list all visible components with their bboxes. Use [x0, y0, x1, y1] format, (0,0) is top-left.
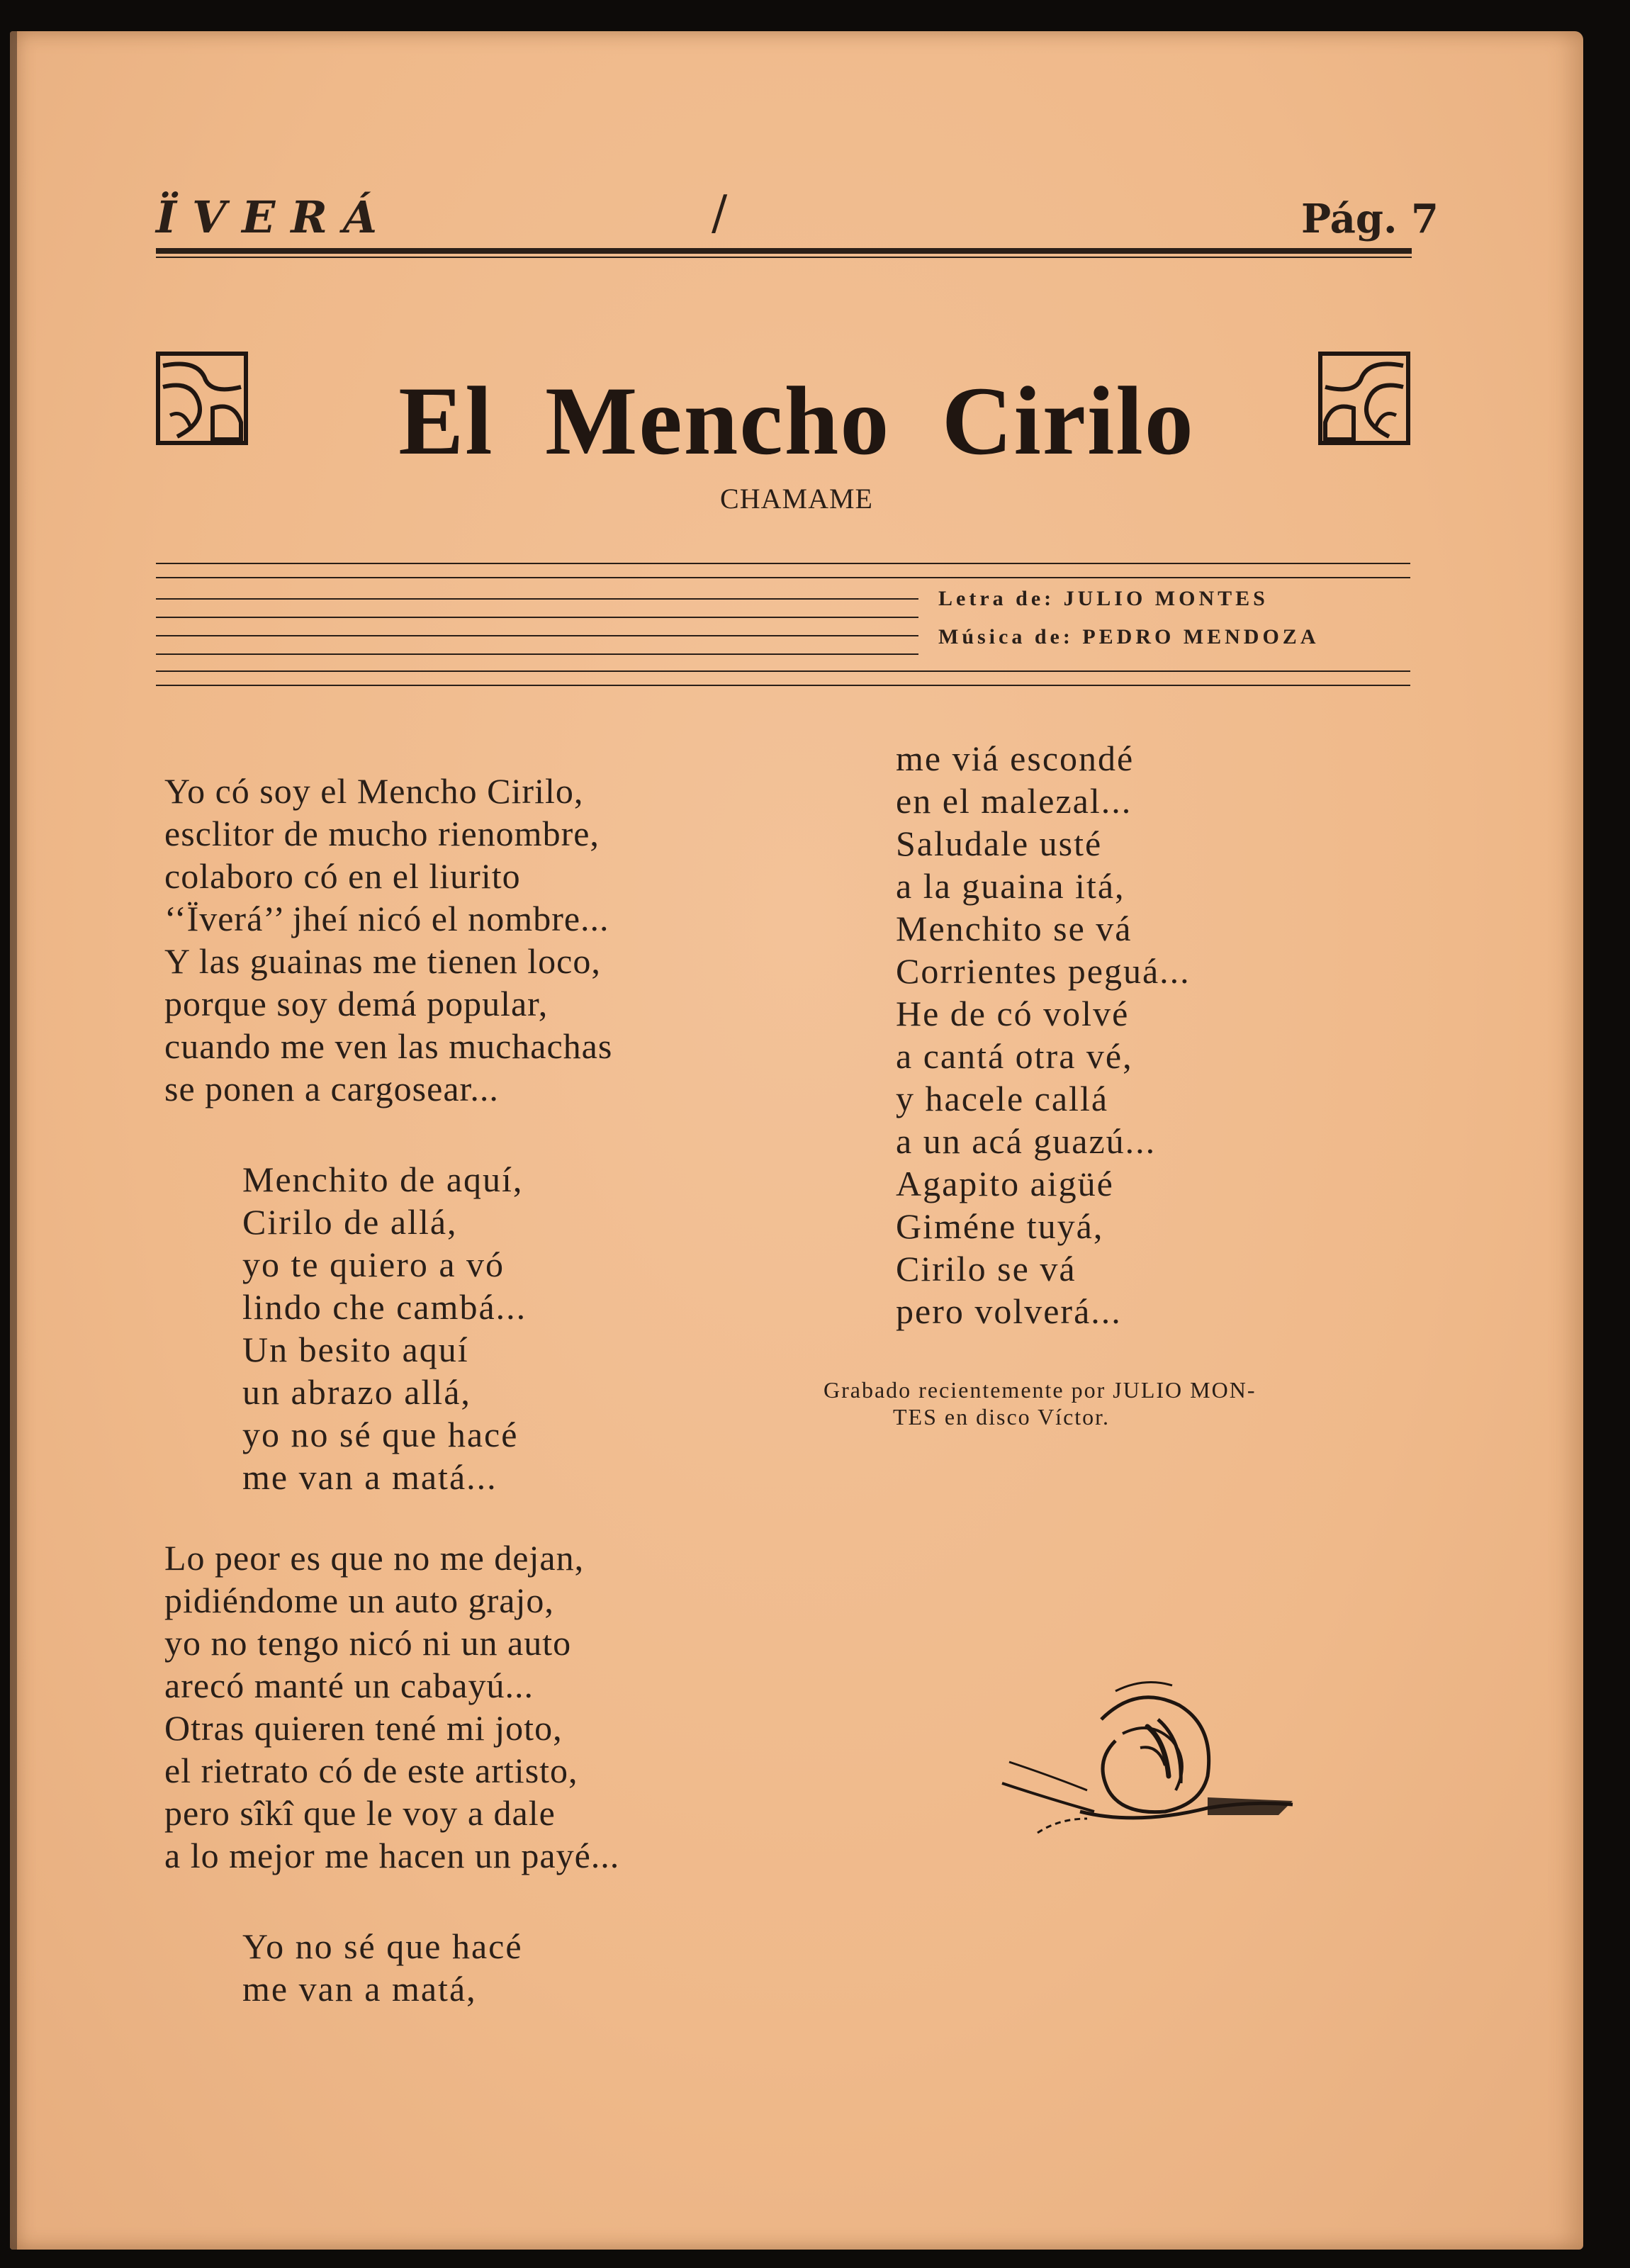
verse-line: pidiéndome un auto grajo,: [164, 1581, 554, 1620]
verse-line: en el malezal...: [896, 781, 1132, 821]
music-credit: Música de: PEDRO MENDOZA: [938, 625, 1320, 649]
verse-line: Yo có soy el Mencho Cirilo,: [164, 771, 584, 811]
verse-line: un abrazo allá,: [242, 1372, 471, 1412]
stanza-second: [164, 1537, 619, 1877]
song-genre: CHAMAME: [720, 483, 873, 515]
page-number: Pág. 7: [1301, 196, 1439, 242]
verse-line: Cirilo de allá,: [242, 1202, 458, 1242]
magazine-page: [10, 31, 1583, 2250]
snail-illustration-icon: [995, 1677, 1307, 1861]
verse-line: yo no tengo nicó ni un auto: [164, 1623, 572, 1663]
verse-line: me van a matá...: [242, 1457, 498, 1497]
verse-line: a cantá otra vé,: [896, 1036, 1133, 1076]
rule: [156, 563, 1410, 564]
verse-line: arecó manté un cabayú...: [164, 1666, 534, 1705]
note-line: Grabado recientemente por JULIO MON-: [824, 1377, 1257, 1403]
pencil-mark: /: [712, 186, 728, 240]
note-line: TES en disco Víctor.: [893, 1404, 1111, 1430]
rule: [156, 635, 918, 636]
rule: [156, 598, 918, 600]
verse-line: Menchito de aquí,: [242, 1160, 524, 1199]
verse-line: me viá escondé: [896, 739, 1135, 778]
stanza-chorus: [242, 1158, 527, 1498]
verse-line: Saludale usté: [896, 824, 1103, 863]
verse-line: Y las guainas me tienen loco,: [164, 941, 601, 981]
rule: [156, 577, 1410, 578]
stanza-right-column: [896, 737, 1191, 1332]
verse-line: a la guaina itá,: [896, 866, 1125, 906]
rule: [156, 670, 1410, 672]
stanza-chorus-short: [242, 1925, 523, 2010]
rule: [156, 617, 918, 618]
lyrics-credit: Letra de: JULIO MONTES: [938, 587, 1269, 610]
running-title: ÏVERÁ: [156, 191, 393, 243]
verse-line: Menchito se vá: [896, 909, 1132, 948]
verse-line: ‘‘Ïverá’’ jheí nicó el nombre...: [164, 899, 609, 938]
verse-line: Cirilo se vá: [896, 1249, 1077, 1289]
header-rule-thin: [156, 257, 1412, 258]
song-title: El Mencho Cirilo: [398, 366, 1195, 475]
verse-line: Agapito aigüé: [896, 1164, 1114, 1203]
verse-line: lindo che cambá...: [242, 1287, 527, 1327]
stanza-first: [164, 770, 612, 1110]
verse-line: Lo peor es que no me dejan,: [164, 1538, 585, 1578]
verse-line: porque soy demá popular,: [164, 984, 549, 1023]
verse-line: He de có volvé: [896, 994, 1130, 1033]
verse-line: pero sîkî que le voy a dale: [164, 1793, 556, 1833]
verse-line: Un besito aquí: [242, 1330, 469, 1369]
verse-line: yo te quiero a vó: [242, 1245, 505, 1284]
verse-line: Otras quieren tené mi joto,: [164, 1708, 563, 1748]
verse-line: me van a matá,: [242, 1969, 477, 2009]
verse-line: esclitor de mucho rienombre,: [164, 814, 600, 853]
verse-line: cuando me ven las muchachas: [164, 1026, 613, 1066]
recording-note: [824, 1376, 1440, 1430]
verse-line: yo no sé que hacé: [242, 1415, 519, 1454]
verse-line: y hacele callá: [896, 1079, 1109, 1118]
rule: [156, 653, 918, 655]
verse-line: pero volverá...: [896, 1291, 1122, 1331]
verse-line: Giméne tuyá,: [896, 1206, 1104, 1246]
verse-line: Yo no sé que hacé: [242, 1926, 523, 1966]
verse-line: el rietrato có de este artisto,: [164, 1751, 578, 1790]
verse-line: a lo mejor me hacen un payé...: [164, 1836, 620, 1875]
header-rule: [156, 248, 1412, 254]
verse-line: se ponen a cargosear...: [164, 1069, 499, 1108]
verse-line: Corrientes peguá...: [896, 951, 1191, 991]
verse-line: colaboro có en el liurito: [164, 856, 521, 896]
verse-line: a un acá guazú...: [896, 1121, 1157, 1161]
rule: [156, 685, 1410, 686]
